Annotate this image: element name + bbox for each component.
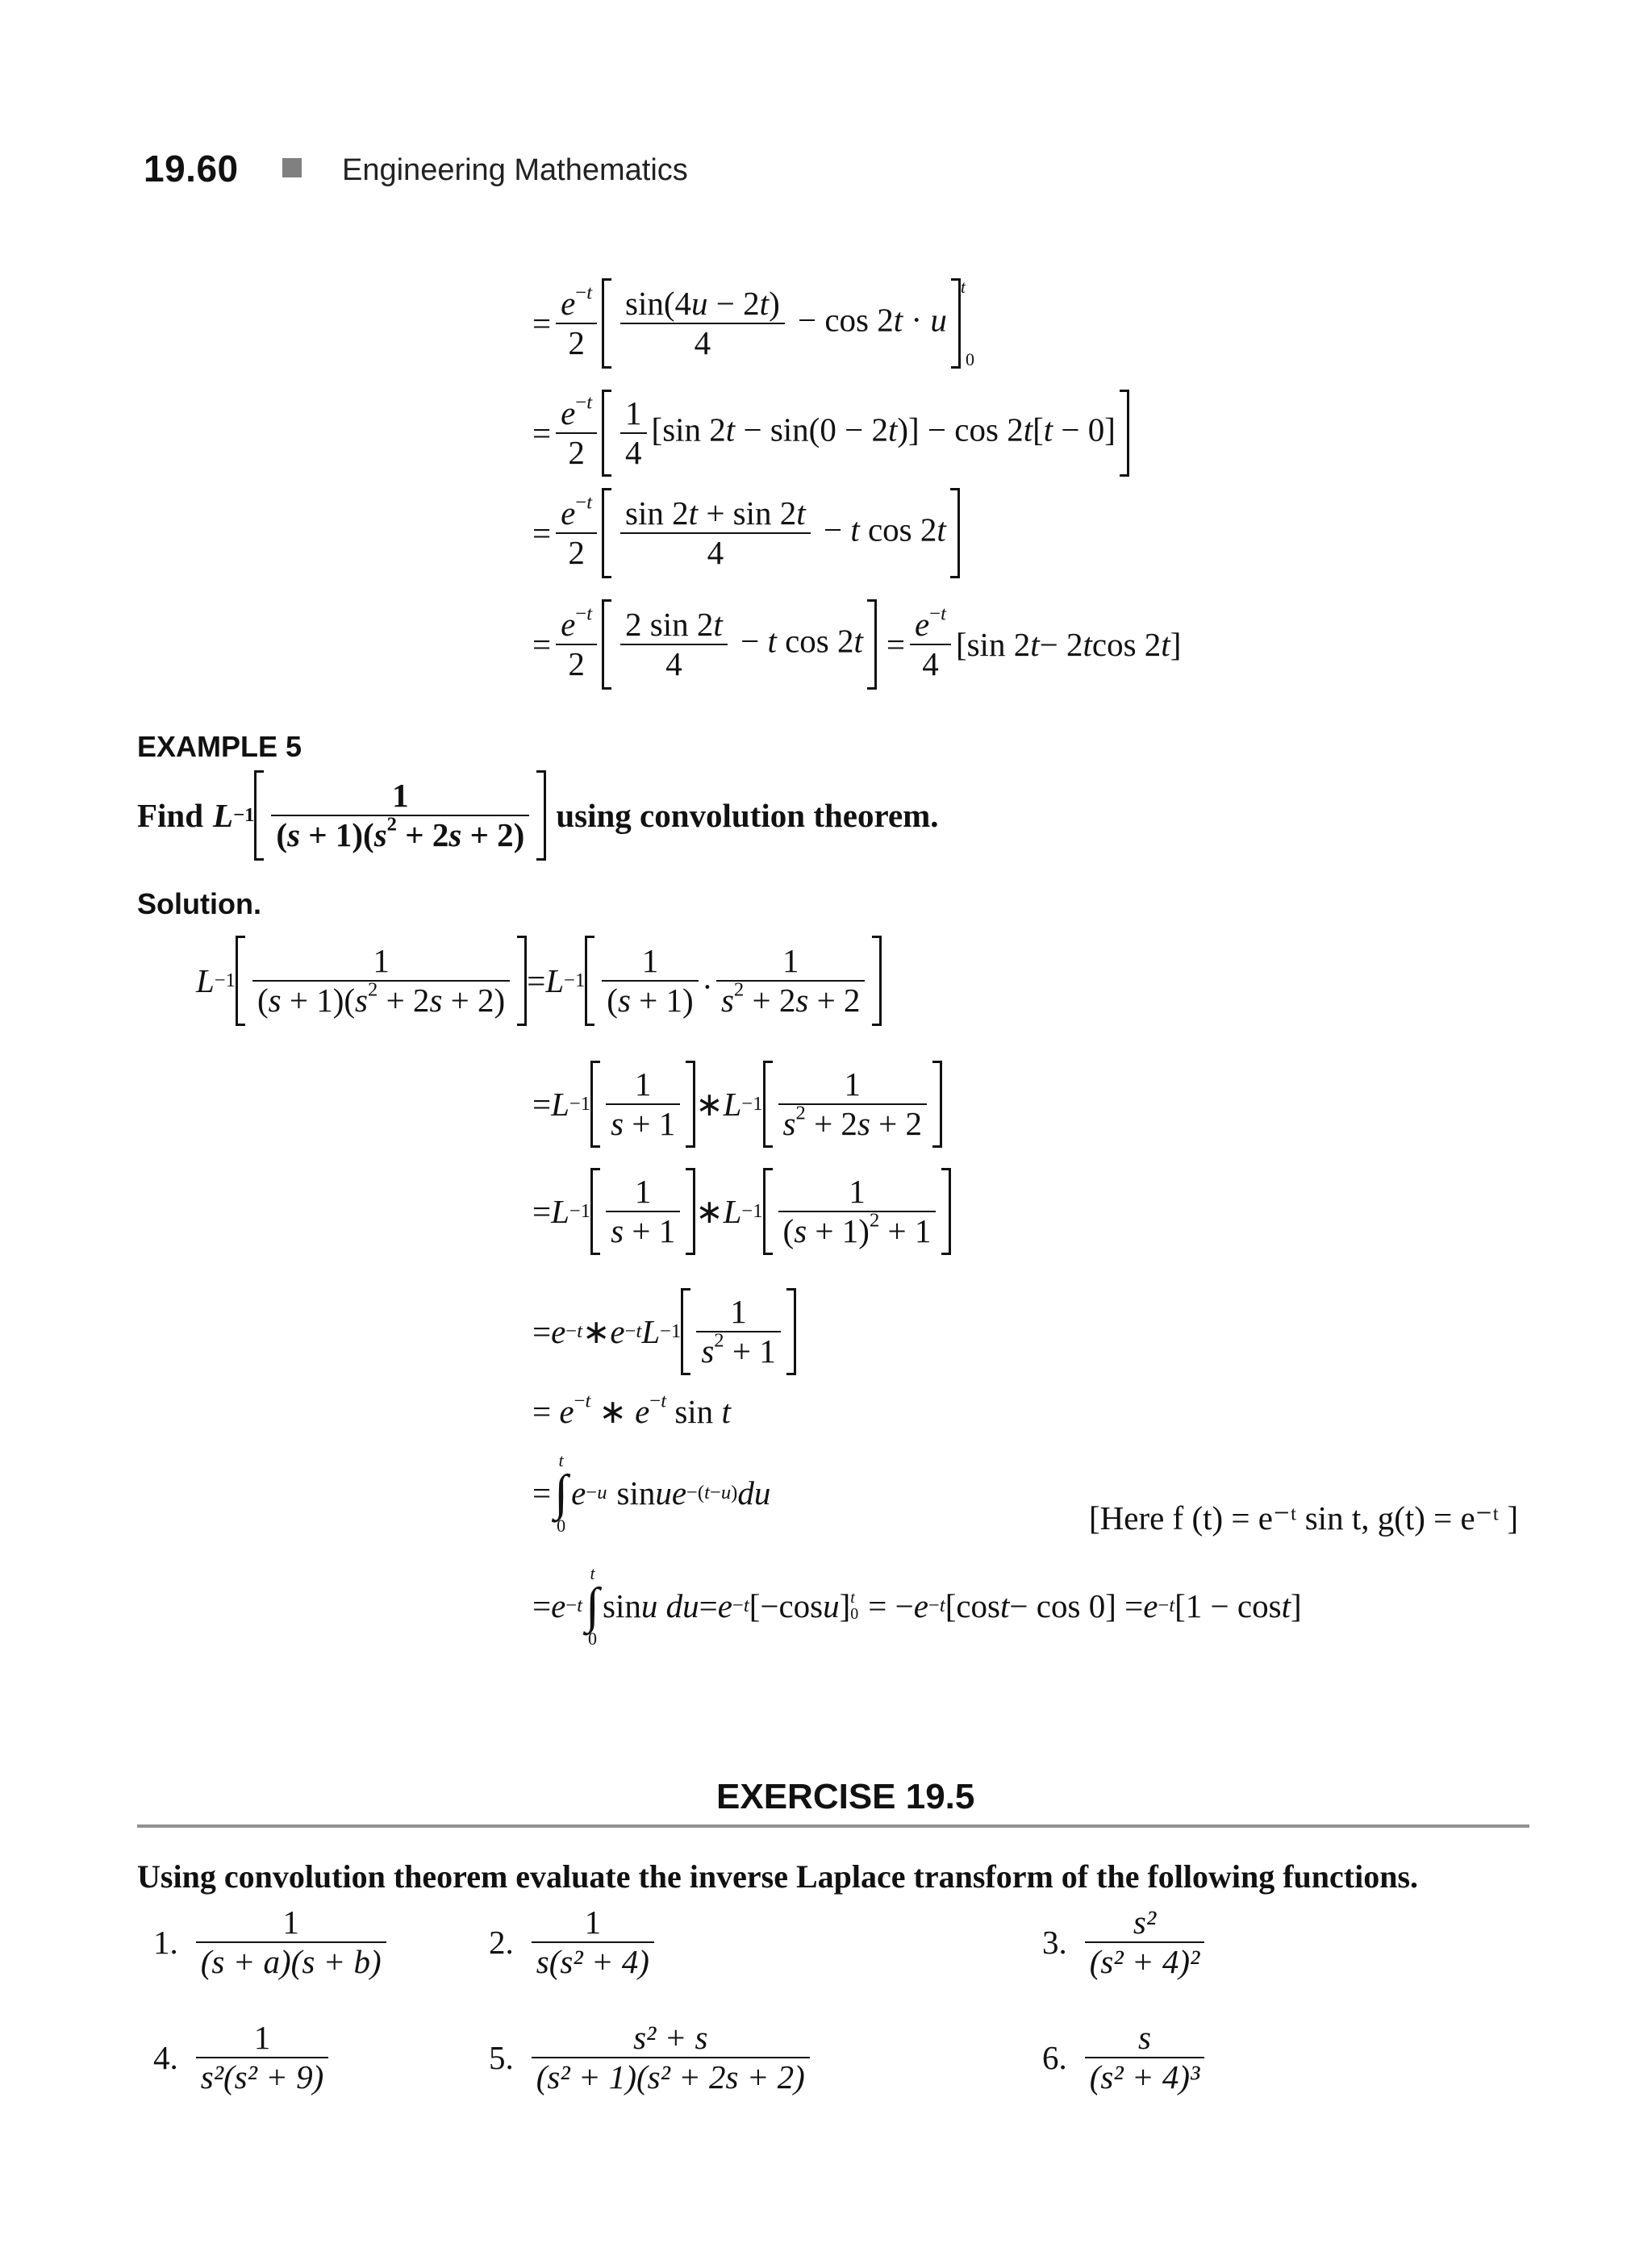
book-title: Engineering Mathematics — [342, 153, 688, 187]
solution-label: Solution. — [137, 887, 261, 920]
solution-line-6: = t ∫ 0 e −u sin u e −(t−u) du — [532, 1450, 771, 1536]
exercise-item-number: 3. — [1042, 1923, 1067, 1961]
solution-line-5: = $e^{-t}$ ∗ $e^{-t}$ sin t — [532, 1390, 731, 1430]
solution-line-1: L −1 $\frac{1}{(s + 1)(s^2 + 2s + 2)}$ = L −1 $\frac{1}{(s + 1)}$ . $\frac{1}{s^2 + 2s + 2}$ — [196, 936, 882, 1026]
solution-line-3: = L −1 $\frac{1}{s + 1}$ ∗ L −1 $\frac{1}{(s + 1)^2 + 1}$ — [532, 1168, 951, 1255]
header-square-icon — [282, 158, 302, 177]
exercise-item-number: 1. — [153, 1923, 178, 1961]
exercise-item-number: 5. — [489, 2038, 514, 2076]
example-label: EXAMPLE 5 — [137, 730, 302, 763]
exercise-item-number: 2. — [489, 1923, 514, 1961]
solution-line-2: = L −1 $\frac{1}{s + 1}$ ∗ L −1 $\frac{1}{s^2 + 2s + 2}$ — [532, 1061, 942, 1148]
exercise-item-number: 4. — [153, 2038, 178, 2076]
hint-text: [Here f (t) = e⁻ᵗ sin t, g(t) = e⁻ᵗ ] — [1089, 1499, 1519, 1537]
exercise-item-1: 1. $\frac{1}{(s + a)(s + b)}$ — [153, 1904, 391, 1981]
exercise-item-5: 5. $\frac{\text{s² + s}}{\text{(s² + 1)(s² + 2s + 2)}}$ — [489, 2019, 815, 2096]
exercise-item-4: 4. $\frac{1}{\text{s²(s² + 9)}}$ — [153, 2019, 333, 2096]
exercise-divider — [137, 1824, 1529, 1828]
solution-line-4: = e −t ∗ e −t L −1 $\frac{1}{s^2 + 1}$ — [532, 1288, 796, 1375]
solution-line-7: = e −t t ∫ 0 sin u du = e −t [−cos u ] t 0 = − e −t [cos t − cos 0] = e −t [1 − cos t ] — [532, 1563, 1302, 1649]
derivation-line-4: = $\frac{e^{-t}}{2}$ $\frac{2 \sin 2t}{4}$ − t cos 2t = $\frac{e^{-t}}{4}$ [sin 2 t − 2 t cos 2 t ] — [532, 599, 1181, 690]
derivation-line-3: = $\frac{e^{-t}}{2}$ $\frac{\sin 2t + \sin 2t}{4}$ − t cos 2t — [532, 488, 960, 578]
page-number: 19.60 — [144, 148, 239, 190]
exercise-intro: Using convolution theorem evaluate the inverse Laplace transform of the following functions. — [137, 1858, 1419, 1895]
derivation-line-2: = $\frac{e^{-t}}{2}$ $\frac{1}{4}$ [sin 2t − sin(0 − 2t)] − cos 2t[t − 0] — [532, 390, 1129, 477]
example-statement: Find L −1 $\frac{1}{(s + 1)(s^2 + 2s + 2)}$ using convolution theorem. — [137, 770, 939, 861]
derivation-line-1: = $\frac{e^{-t}}{2}$ $\frac{\sin(4u - 2t)}{4}$ − cos 2t · u t 0 — [532, 277, 974, 370]
exercise-title: EXERCISE 19.5 — [716, 1777, 975, 1816]
exercise-item-6: 6. $\frac{s}{\text{(s² + 4)³}}$ — [1042, 2019, 1209, 2096]
exercise-item-number: 6. — [1042, 2038, 1067, 2076]
exercise-item-3: 3. $\frac{\text{s²}}{\text{(s² + 4)²}}$ — [1042, 1904, 1209, 1981]
example-using-text: using convolution theorem. — [556, 796, 939, 834]
find-word: Find — [137, 796, 204, 834]
exercise-item-2: 2. $\frac{1}{\text{s(s² + 4)}}$ — [489, 1904, 659, 1981]
